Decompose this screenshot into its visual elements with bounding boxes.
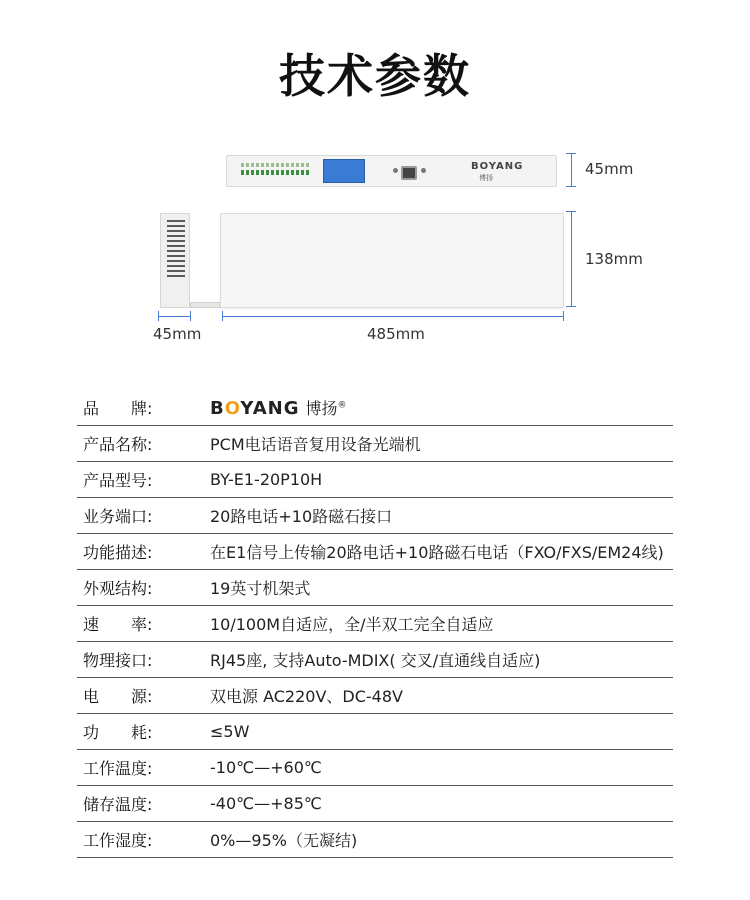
page-title: 技术参数 <box>279 49 471 103</box>
spec-value: 0%—95%（无凝结) <box>210 831 358 850</box>
spec-key: 功能描述: <box>83 543 153 562</box>
spec-key: 外观结构: <box>83 579 153 598</box>
brand-logo-cn: 博扬® <box>305 399 347 418</box>
spec-value: 19英寸机架式 <box>210 579 311 598</box>
dimension-depth-label: 138mm <box>585 250 643 268</box>
screw-icon <box>421 168 426 173</box>
device-top-view <box>220 213 564 308</box>
dimension-tick <box>566 186 576 187</box>
spec-key: 速 率: <box>83 615 153 634</box>
spec-value: 20路电话+10路磁石接口 <box>210 507 393 526</box>
spec-row <box>77 714 673 750</box>
device-logo: BOYANG <box>471 161 524 172</box>
spec-row <box>77 498 673 534</box>
spec-value: ≤5W <box>210 722 250 741</box>
dimension-line <box>222 316 564 317</box>
spec-row <box>77 786 673 822</box>
dimension-line <box>158 316 191 317</box>
spec-value: PCM电话语音复用设备光端机 <box>210 435 421 454</box>
spec-value: -10℃—+60℃ <box>210 758 322 777</box>
spec-row <box>77 642 673 678</box>
spec-key: 品 牌: <box>83 399 153 418</box>
dimension-height-label: 45mm <box>585 160 634 178</box>
dimension-line <box>571 153 572 186</box>
spec-key: 储存温度: <box>83 795 153 814</box>
spec-key: 工作温度: <box>83 759 153 778</box>
dimension-line <box>571 211 572 307</box>
spec-key: 电 源: <box>83 687 153 706</box>
device-front-view <box>226 155 557 187</box>
spec-row <box>77 678 673 714</box>
spec-key: 产品型号: <box>83 471 153 490</box>
spec-table <box>77 390 673 858</box>
device-side-view <box>160 213 190 308</box>
spec-row-brand <box>77 390 673 426</box>
dimension-tick <box>563 311 564 321</box>
brand-logo-en: BOYANG <box>210 398 300 419</box>
product-sticker <box>323 159 365 183</box>
spec-row <box>77 750 673 786</box>
screw-icon <box>393 168 398 173</box>
spec-row <box>77 534 673 570</box>
spec-key: 产品名称: <box>83 435 153 454</box>
spec-value: BY-E1-20P10H <box>210 470 323 489</box>
spec-key: 工作湿度: <box>83 831 153 850</box>
vent-grille <box>167 220 185 280</box>
spec-value: -40℃—+85℃ <box>210 794 322 813</box>
spec-row <box>77 606 673 642</box>
spec-row <box>77 426 673 462</box>
dimension-tick <box>190 311 191 321</box>
led-indicators <box>241 163 313 181</box>
device-logo-cn: 博扬 <box>479 174 493 182</box>
spec-row <box>77 570 673 606</box>
rj45-port-icon <box>401 166 417 180</box>
spec-value: RJ45座, 支持Auto-MDIX( 交叉/直通线自适应) <box>210 651 541 670</box>
spec-value: 10/100M自适应，全/半双工完全自适应 <box>210 615 494 634</box>
spec-key: 业务端口: <box>83 507 153 526</box>
brand-logo <box>210 396 673 419</box>
spec-key: 功 耗: <box>83 723 153 742</box>
spec-value: 双电源 AC220V、DC-48V <box>210 687 403 706</box>
spec-row <box>77 822 673 858</box>
spec-row <box>77 462 673 498</box>
dimension-width-label: 485mm <box>367 325 425 343</box>
spec-value: 在E1信号上传输20路电话+10路磁石电话（FXO/FXS/EM24线) <box>210 543 664 562</box>
spec-key: 物理接口: <box>83 651 153 670</box>
dimension-side-width-label: 45mm <box>153 325 202 343</box>
rack-ear <box>190 302 222 308</box>
dimension-tick <box>566 306 576 307</box>
